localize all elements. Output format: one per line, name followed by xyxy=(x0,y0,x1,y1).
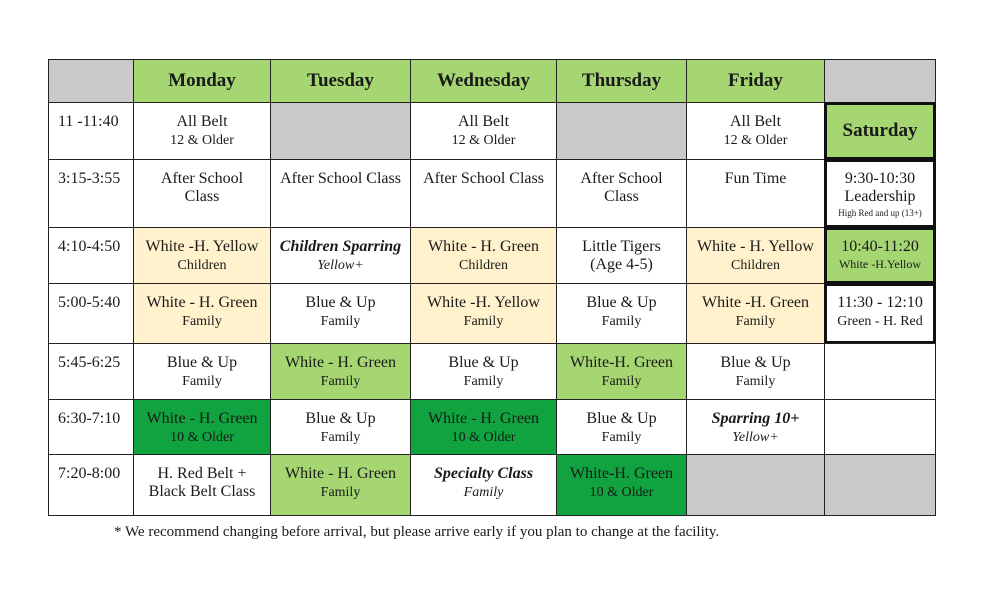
class-cell xyxy=(686,102,825,160)
class-cell xyxy=(410,102,557,160)
class-title: H. Red Belt + xyxy=(157,465,247,482)
class-title: White - H. Green xyxy=(146,410,258,427)
class-title: White -H. Green xyxy=(701,294,810,311)
class-title: White - H. Green xyxy=(427,410,540,427)
class-title: All Belt xyxy=(729,113,782,130)
class-title: After School xyxy=(580,170,663,187)
class-title: Little Tigers xyxy=(582,238,661,255)
class-title: White-H. Green xyxy=(569,465,674,482)
class-cell xyxy=(686,343,825,400)
class-subtitle: Family xyxy=(601,374,642,390)
saturday-corner xyxy=(824,59,936,103)
class-cell xyxy=(270,159,411,228)
saturday-slot xyxy=(824,283,936,344)
class-cell xyxy=(686,227,825,284)
class-subtitle: Class xyxy=(604,188,639,206)
class-subtitle: Family xyxy=(320,430,361,446)
slot-time: 11:30 - 12:10 xyxy=(837,294,923,311)
class-title: Sparring 10+ xyxy=(711,410,800,427)
time-slot xyxy=(48,102,134,160)
class-subtitle: Family xyxy=(463,314,504,330)
class-cell xyxy=(410,343,557,400)
saturday-empty-cell xyxy=(824,399,936,455)
time-slot xyxy=(48,454,134,516)
class-subtitle: Family xyxy=(182,314,222,330)
class-subtitle: Family xyxy=(463,374,504,390)
class-cell xyxy=(270,227,411,284)
class-cell xyxy=(556,102,687,160)
class-cell xyxy=(270,454,411,516)
class-subtitle: Family xyxy=(320,314,361,330)
class-cell xyxy=(410,454,557,516)
class-cell xyxy=(270,399,411,455)
footnote: * We recommend changing before arrival, but please arrive early if you plan to change at the facility. xyxy=(114,524,720,540)
day-header-friday xyxy=(686,59,825,103)
time-label: 7:20-8:00 xyxy=(58,465,121,482)
class-title: After School Class xyxy=(280,170,401,187)
class-subtitle: (Age 4-5) xyxy=(590,256,653,274)
class-cell xyxy=(556,159,687,228)
time-label: 6:30-7:10 xyxy=(58,410,121,427)
class-title: All Belt xyxy=(457,113,510,130)
slot-title: White -H.Yellow xyxy=(838,257,922,272)
class-cell xyxy=(410,283,557,344)
day-header-thursday xyxy=(556,59,687,103)
class-subtitle: Black Belt Class xyxy=(148,483,256,501)
class-cell xyxy=(133,102,271,160)
saturday-header xyxy=(824,102,936,160)
class-cell xyxy=(270,283,411,344)
class-subtitle: 10 & Older xyxy=(589,485,654,501)
class-cell xyxy=(133,159,271,228)
class-cell xyxy=(686,399,825,455)
day-header-tuesday xyxy=(270,59,411,103)
slot-title: Leadership xyxy=(844,188,916,206)
class-subtitle: 12 & Older xyxy=(723,133,788,149)
time-label: 11 -11:40 xyxy=(58,113,119,130)
class-title: Blue & Up xyxy=(586,410,657,427)
time-label: 3:15-3:55 xyxy=(58,170,121,187)
class-cell xyxy=(133,454,271,516)
class-subtitle: 10 & Older xyxy=(451,430,516,446)
class-subtitle: 10 & Older xyxy=(170,430,234,446)
time-slot xyxy=(48,399,134,455)
class-subtitle: 12 & Older xyxy=(170,133,234,149)
class-cell xyxy=(410,227,557,284)
day-label: Wednesday xyxy=(437,70,530,92)
class-subtitle: Children xyxy=(459,258,508,274)
saturday-empty-cell xyxy=(824,343,936,400)
class-subtitle: Family xyxy=(601,430,642,446)
class-cell xyxy=(686,454,825,516)
class-title: White -H. Yellow xyxy=(145,238,259,255)
class-subtitle: Class xyxy=(184,188,220,206)
saturday-slot xyxy=(824,227,936,284)
day-label: Friday xyxy=(728,70,783,92)
class-subtitle: Family xyxy=(320,374,361,390)
time-slot xyxy=(48,227,134,284)
class-title: Blue & Up xyxy=(305,294,376,311)
class-title: Blue & Up xyxy=(166,354,238,371)
corner-cell xyxy=(48,59,134,103)
saturday-slot xyxy=(824,159,936,228)
time-label: 5:00-5:40 xyxy=(58,294,121,311)
class-cell xyxy=(556,343,687,400)
class-subtitle: Family xyxy=(735,374,776,390)
slot-note: High Red and up (13+) xyxy=(838,207,922,218)
class-cell xyxy=(556,454,687,516)
class-cell xyxy=(686,283,825,344)
class-subtitle: Children xyxy=(731,258,780,274)
class-title: White-H. Green xyxy=(569,354,674,371)
class-cell xyxy=(270,102,411,160)
day-label: Thursday xyxy=(581,70,662,92)
class-title: Blue & Up xyxy=(720,354,791,371)
class-cell xyxy=(133,227,271,284)
time-label: 4:10-4:50 xyxy=(58,238,121,255)
class-subtitle: Family xyxy=(735,314,776,330)
class-cell xyxy=(133,283,271,344)
day-header-wednesday xyxy=(410,59,557,103)
day-header-monday xyxy=(133,59,271,103)
class-title: Children Sparring xyxy=(279,238,402,255)
class-title: White -H. Yellow xyxy=(427,294,540,311)
class-title: White - H. Green xyxy=(427,238,540,255)
class-cell xyxy=(133,343,271,400)
time-slot xyxy=(48,159,134,228)
day-label: Monday xyxy=(168,70,236,92)
class-title: Specialty Class xyxy=(433,465,534,482)
day-label: Tuesday xyxy=(307,70,374,92)
class-cell xyxy=(410,159,557,228)
class-title: White - H. Green xyxy=(146,294,258,311)
slot-time: 9:30-10:30 xyxy=(844,170,916,187)
class-subtitle: Yellow+ xyxy=(732,430,779,446)
class-title: White - H. Yellow xyxy=(697,238,814,255)
time-label: 5:45-6:25 xyxy=(58,354,121,371)
class-title: Blue & Up xyxy=(305,410,376,427)
class-title: Blue & Up xyxy=(448,354,519,371)
class-subtitle: 12 & Older xyxy=(451,133,516,149)
class-title: White - H. Green xyxy=(284,465,397,482)
class-cell xyxy=(556,399,687,455)
class-subtitle: Yellow+ xyxy=(317,258,364,274)
class-title: White - H. Green xyxy=(284,354,397,371)
class-subtitle: Family xyxy=(463,485,504,501)
class-subtitle: Children xyxy=(177,258,227,274)
class-cell xyxy=(686,159,825,228)
class-subtitle: Family xyxy=(601,314,642,330)
class-title: After School xyxy=(160,170,244,187)
class-cell xyxy=(270,343,411,400)
class-title: Fun Time xyxy=(724,170,787,187)
class-title: Blue & Up xyxy=(586,294,657,311)
slot-title: Green - H. Red xyxy=(837,314,923,330)
class-subtitle: Family xyxy=(182,374,222,390)
class-subtitle: Family xyxy=(320,485,361,501)
time-slot xyxy=(48,283,134,344)
time-slot xyxy=(48,343,134,400)
class-title: After School Class xyxy=(423,170,544,187)
saturday-empty-cell xyxy=(824,454,936,516)
slot-time: 10:40-11:20 xyxy=(841,238,919,255)
class-title: All Belt xyxy=(176,113,228,130)
class-cell xyxy=(410,399,557,455)
saturday-label: Saturday xyxy=(842,120,918,142)
class-cell xyxy=(556,227,687,284)
class-cell xyxy=(133,399,271,455)
class-cell xyxy=(556,283,687,344)
